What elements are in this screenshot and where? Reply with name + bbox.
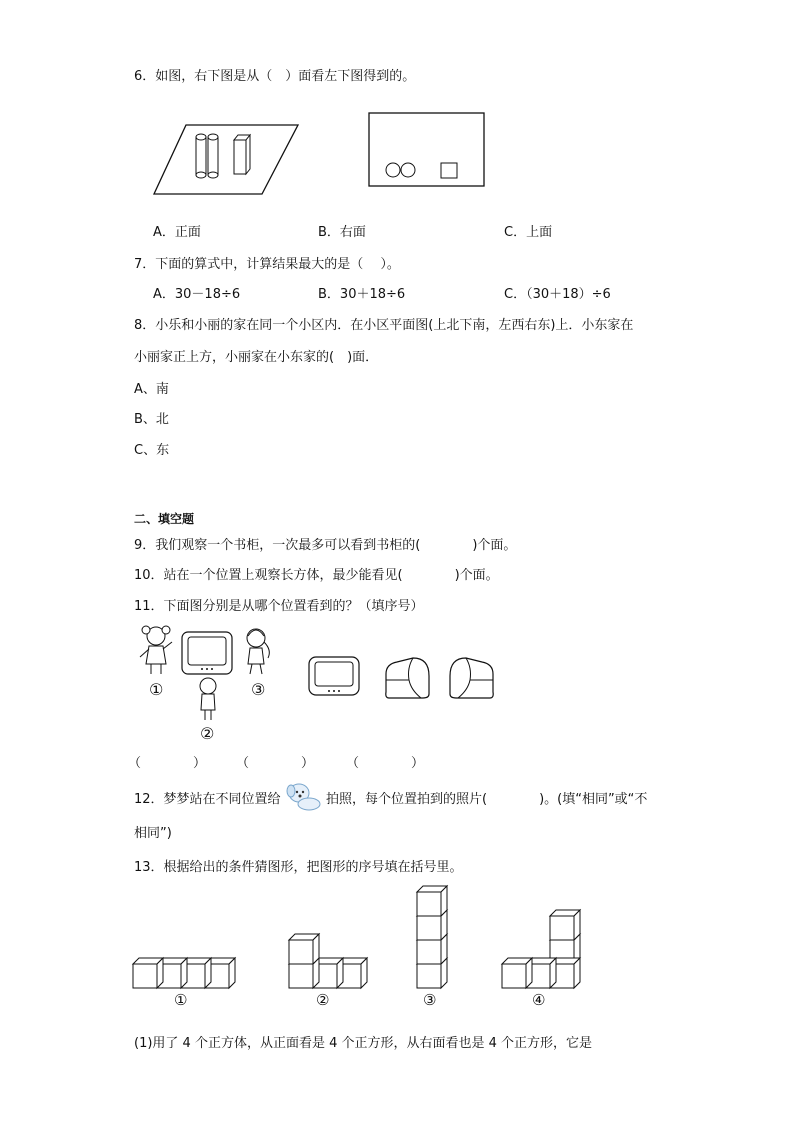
q11-blank-1[interactable]: （ ） [128, 756, 207, 771]
q11-stem: 11．下面图分别是从哪个位置看到的？（填序号） [134, 599, 424, 614]
q9-stem: 9．我们观察一个书柜，一次最多可以看到书柜的( )个面。 [134, 538, 517, 553]
q7-option-a[interactable]: A．30－18÷6 [153, 287, 241, 302]
q8-option-c[interactable]: C、东 [134, 443, 170, 458]
q11-label-1: ① [149, 680, 164, 699]
q11-label-3: ③ [251, 680, 266, 699]
child-2-icon [200, 678, 216, 720]
q13-label-3: ③ [423, 991, 437, 1009]
child-1-icon [140, 626, 172, 674]
q6-right-figure [368, 112, 486, 188]
q13-cube-figures [130, 882, 590, 994]
q11-view-b-tv-side [383, 656, 433, 700]
q6-option-a[interactable]: A．正面 [153, 225, 201, 240]
q12-part1: 12．梦梦站在不同位置给 [134, 792, 281, 807]
q8-stem-line2: 小丽家正上方，小丽家在小东家的( )面． [134, 350, 379, 365]
cube-figure-3 [417, 886, 447, 988]
q13-sub1: (1)用了 4 个正方体，从正面看是 4 个正方形，从右面看也是 4 个正方形，它是 [134, 1036, 593, 1051]
q12-part2: 拍照，每个位置拍到的照片( )。(填“相同”或“不 [326, 792, 648, 807]
q6-left-figure [150, 120, 305, 200]
cube-figure-1 [133, 958, 235, 988]
q10-stem: 10．站在一个位置上观察长方体，最少能看见( )个面。 [134, 568, 499, 583]
q11-blank-3[interactable]: （ ） [346, 756, 425, 771]
q8-option-b[interactable]: B、北 [134, 412, 169, 427]
q6-stem: 6．如图，右下图是从（ ）面看左下图得到的。 [134, 69, 416, 84]
q11-blank-2[interactable]: （ ） [236, 756, 315, 771]
q13-label-2: ② [316, 991, 330, 1009]
q7-stem: 7．下面的算式中，计算结果最大的是（ ）。 [134, 257, 400, 272]
q13-stem: 13．根据给出的条件猜图形，把图形的序号填在括号里。 [134, 860, 463, 875]
q7-option-b[interactable]: B．30＋18÷6 [318, 287, 406, 302]
q7-option-c[interactable]: C．（30＋18）÷6 [504, 287, 611, 302]
cube-figure-2 [289, 934, 367, 988]
q12-line2: 相同”) [134, 826, 172, 841]
q11-view-a-tv-front [308, 656, 360, 698]
q8-stem-line1: 8．小乐和小丽的家在同一个小区内．在小区平面图(上北下南，左西右东)上．小东家在 [134, 318, 634, 333]
q6-option-b[interactable]: B．右面 [318, 225, 366, 240]
tv-icon [182, 632, 232, 674]
cube-figure-4 [502, 910, 580, 988]
q13-label-1: ① [174, 991, 188, 1009]
puppy-icon [285, 782, 323, 812]
q8-option-a[interactable]: A、南 [134, 382, 169, 397]
section-heading: 二、填空题 [134, 512, 195, 526]
child-3-icon [247, 629, 269, 674]
q13-label-4: ④ [532, 991, 546, 1009]
q6-option-c[interactable]: C．上面 [504, 225, 553, 240]
q11-view-c-tv-side [446, 656, 496, 700]
q11-label-2: ② [200, 724, 215, 743]
